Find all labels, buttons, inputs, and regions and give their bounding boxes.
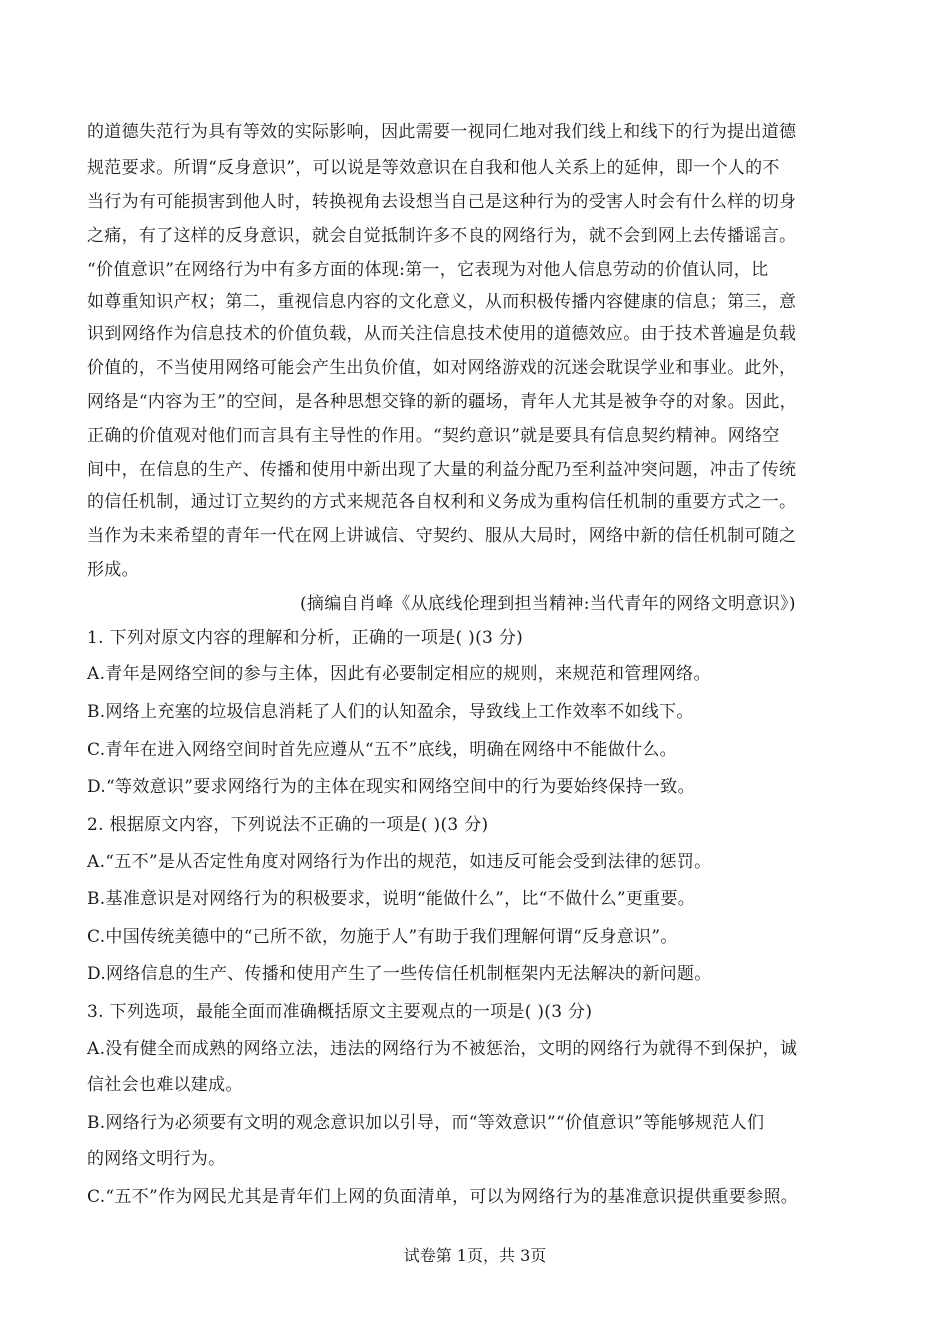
passage-line: 的信任机制，通过订立契约的方式来规范各自权利和义务成为重构信任机制的重要方式之一。: [87, 492, 797, 512]
question-1-option-c: C.青年在进入网络空间时首先应遵从“五不”底线，明确在网络中不能做什么。: [87, 740, 677, 760]
passage-line: 识到网络作为信息技术的价值负载，从而关注信息技术使用的道德效应。由于技术普遍是负载: [87, 324, 797, 344]
question-1-option-a: A.青年是网络空间的参与主体，因此有必要制定相应的规则，来规范和管理网络。: [87, 664, 711, 684]
question-2-option-c: C.中国传统美德中的“己所不欲，勿施于人”有助于我们理解何谓“反身意识”。: [87, 927, 678, 947]
passage-line: 的道德失范行为具有等效的实际影响，因此需要一视同仁地对我们线上和线下的行为提出道德: [87, 122, 797, 142]
question-2-option-b: B.基准意识是对网络行为的积极要求，说明“能做什么”，比“不做什么”更重要。: [87, 889, 696, 909]
passage-line: 当作为未来希望的青年一代在网上讲诚信、守契约、服从大局时，网络中新的信任机制可随之: [87, 526, 797, 546]
question-3-option-a: A.没有健全而成熟的网络立法，违法的网络行为不被惩治，文明的网络行为就得不到保护，诚: [87, 1039, 798, 1059]
passage-line: 规范要求。所谓“反身意识”，可以说是等效意识在自我和他人关系上的延伸，即一个人的不: [87, 158, 780, 178]
page-footer: 试卷第 1页，共 3页: [403, 1246, 547, 1265]
question-2-stem: 2. 根据原文内容，下列说法不正确的一项是( )(3 分): [87, 815, 489, 835]
passage-line: “价值意识”在网络行为中有多方面的体现:第一，它表现为对他人信息劳动的价值认同，比: [87, 260, 769, 280]
question-3-option-b-cont: 的网络文明行为。: [87, 1149, 226, 1169]
passage-line: 价值的，不当使用网络可能会产生出负价值，如对网络游戏的沉迷会耽误学业和事业。此外，: [87, 358, 797, 378]
passage-source: (摘编自肖峰《从底线伦理到担当精神:当代青年的网络文明意识》): [300, 594, 796, 614]
question-3-option-c: C.“五不”作为网民尤其是青年们上网的负面清单，可以为网络行为的基准意识提供重要参照。: [87, 1187, 799, 1207]
passage-line: 形成。: [87, 560, 139, 580]
passage-line: 正确的价值观对他们而言具有主导性的作用。“契约意识”就是要具有信息契约精神。网络空: [87, 426, 780, 446]
question-3-option-a-cont: 信社会也难以建成。: [87, 1075, 243, 1095]
passage-line: 之痛，有了这样的反身意识，就会自觉抵制许多不良的网络行为，就不会到网上去传播谣言。: [87, 226, 797, 246]
passage-line: 如尊重知识产权；第二，重视信息内容的文化意义，从而积极传播内容健康的信息；第三，意: [87, 292, 797, 312]
question-3-stem: 3. 下列选项，最能全面而准确概括原文主要观点的一项是( )(3 分): [87, 1002, 593, 1022]
question-1-stem: 1. 下列对原文内容的理解和分析，正确的一项是( )(3 分): [87, 628, 524, 648]
question-2-option-a: A.“五不”是从否定性角度对网络行为作出的规范，如违反可能会受到法律的惩罚。: [87, 852, 712, 872]
passage-line: 网络是“内容为王”的空间，是各种思想交锋的新的疆场，青年人尤其是被争夺的对象。因此，: [87, 392, 797, 412]
question-3-option-b: B.网络行为必须要有文明的观念意识加以引导，而“等效意识”“价值意识”等能够规范人们: [87, 1113, 765, 1133]
passage-line: 当行为有可能损害到他人时，转换视角去设想当自己是这种行为的受害人时会有什么样的切身: [87, 192, 797, 212]
question-2-option-d: D.网络信息的生产、传播和使用产生了一些传信任机制框架内无法解决的新问题。: [87, 964, 712, 984]
question-1-option-b: B.网络上充塞的垃圾信息消耗了人们的认知盈余，导致线上工作效率不如线下。: [87, 702, 694, 722]
question-1-option-d: D.“等效意识”要求网络行为的主体在现实和网络空间中的行为要始终保持一致。: [87, 777, 695, 797]
passage-line: 间中，在信息的生产、传播和使用中新出现了大量的利益分配乃至利益冲突问题，冲击了传统: [87, 460, 797, 480]
